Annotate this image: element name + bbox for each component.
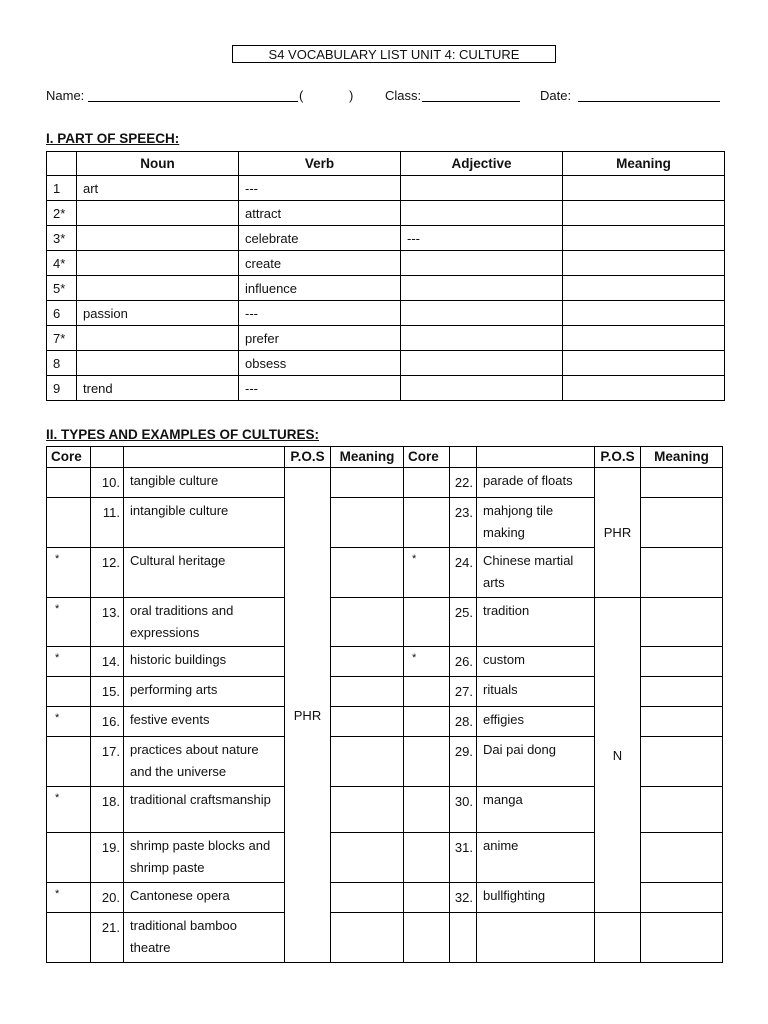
verb-cell: attract bbox=[239, 201, 401, 226]
meaning-cell[interactable] bbox=[563, 351, 725, 376]
table-row bbox=[47, 301, 725, 326]
paren-close: ) bbox=[349, 88, 354, 103]
term-number: 13. bbox=[91, 598, 124, 647]
table-row bbox=[47, 326, 725, 351]
term-number bbox=[450, 913, 477, 963]
core-mark bbox=[404, 883, 450, 913]
core-mark: * bbox=[47, 598, 91, 647]
term-cell: anime bbox=[477, 833, 595, 883]
core-mark bbox=[404, 833, 450, 883]
page-title: S4 VOCABULARY LIST UNIT 4: CULTURE bbox=[232, 45, 556, 63]
meaning-input-cell[interactable] bbox=[641, 468, 723, 498]
col-header-core-right: Core bbox=[404, 447, 450, 468]
term-number: 23. bbox=[450, 498, 477, 548]
core-mark bbox=[47, 737, 91, 787]
table-row bbox=[47, 251, 725, 276]
col-header-pos-left: P.O.S bbox=[285, 447, 331, 468]
term-number: 21. bbox=[91, 913, 124, 963]
term-cell: shrimp paste blocks and shrimp paste bbox=[124, 833, 285, 883]
term-number: 27. bbox=[450, 677, 477, 707]
term-number: 22. bbox=[450, 468, 477, 498]
core-mark bbox=[404, 468, 450, 498]
col-header-core-left: Core bbox=[47, 447, 91, 468]
culture-types-table bbox=[46, 446, 723, 963]
col-header-num bbox=[47, 152, 77, 176]
term-number: 17. bbox=[91, 737, 124, 787]
noun-cell[interactable] bbox=[77, 201, 239, 226]
meaning-input-cell[interactable] bbox=[641, 737, 723, 787]
core-mark: * bbox=[47, 548, 91, 598]
term-number: 31. bbox=[450, 833, 477, 883]
verb-cell: --- bbox=[239, 176, 401, 201]
row-number: 2* bbox=[47, 201, 77, 226]
core-mark: * bbox=[404, 548, 450, 598]
term-cell: Dai pai dong bbox=[477, 737, 595, 787]
meaning-input-cell[interactable] bbox=[641, 913, 723, 963]
core-mark bbox=[404, 498, 450, 548]
row-number: 6 bbox=[47, 301, 77, 326]
term-number: 32. bbox=[450, 883, 477, 913]
meaning-input-cell[interactable] bbox=[641, 548, 723, 598]
pos-cell: N bbox=[595, 598, 641, 913]
table-row bbox=[47, 376, 725, 401]
term-number: 26. bbox=[450, 647, 477, 677]
meaning-input-cell[interactable] bbox=[641, 647, 723, 677]
noun-cell: art bbox=[77, 176, 239, 201]
noun-cell: passion bbox=[77, 301, 239, 326]
term-cell: parade of floats bbox=[477, 468, 595, 498]
meaning-input-cell[interactable] bbox=[331, 737, 404, 787]
term-cell: practices about nature and the universe bbox=[124, 737, 285, 787]
term-cell: tradition bbox=[477, 598, 595, 647]
term-number: 12. bbox=[91, 548, 124, 598]
pos-cell: PHR bbox=[595, 468, 641, 598]
verb-cell: obsess bbox=[239, 351, 401, 376]
verb-cell: prefer bbox=[239, 326, 401, 351]
table-row bbox=[47, 913, 723, 963]
meaning-cell[interactable] bbox=[563, 176, 725, 201]
adjective-cell[interactable] bbox=[401, 276, 563, 301]
core-mark: * bbox=[404, 647, 450, 677]
term-number: 28. bbox=[450, 707, 477, 737]
core-mark bbox=[47, 498, 91, 548]
col-header-noun: Noun bbox=[77, 152, 239, 176]
adjective-cell[interactable] bbox=[401, 251, 563, 276]
term-cell: bullfighting bbox=[477, 883, 595, 913]
adjective-cell[interactable] bbox=[401, 351, 563, 376]
col-header-adjective: Adjective bbox=[401, 152, 563, 176]
meaning-cell[interactable] bbox=[563, 276, 725, 301]
term-cell: intangible culture bbox=[124, 498, 285, 548]
term-cell: festive events bbox=[124, 707, 285, 737]
row-number: 1 bbox=[47, 176, 77, 201]
term-number: 25. bbox=[450, 598, 477, 647]
meaning-input-cell[interactable] bbox=[331, 677, 404, 707]
col-header-meaning-left: Meaning bbox=[331, 447, 404, 468]
col-header-num-left bbox=[91, 447, 124, 468]
term-number: 24. bbox=[450, 548, 477, 598]
pos-cell bbox=[595, 913, 641, 963]
student-info-line bbox=[46, 88, 726, 106]
core-mark: * bbox=[47, 883, 91, 913]
verb-cell: --- bbox=[239, 376, 401, 401]
adjective-cell: --- bbox=[401, 226, 563, 251]
noun-cell[interactable] bbox=[77, 326, 239, 351]
section-1-title: I. PART OF SPEECH: bbox=[46, 131, 180, 146]
col-header-term-right bbox=[477, 447, 595, 468]
core-mark bbox=[47, 913, 91, 963]
term-cell: Chinese martial arts bbox=[477, 548, 595, 598]
col-header-num-right bbox=[450, 447, 477, 468]
term-cell: custom bbox=[477, 647, 595, 677]
term-number: 29. bbox=[450, 737, 477, 787]
meaning-cell[interactable] bbox=[563, 301, 725, 326]
term-cell: manga bbox=[477, 787, 595, 833]
term-cell: traditional craftsmanship bbox=[124, 787, 285, 833]
term-cell bbox=[477, 913, 595, 963]
meaning-cell[interactable] bbox=[563, 326, 725, 351]
noun-cell[interactable] bbox=[77, 226, 239, 251]
core-mark bbox=[47, 677, 91, 707]
meaning-input-cell[interactable] bbox=[641, 598, 723, 647]
term-cell: mahjong tile making bbox=[477, 498, 595, 548]
term-cell: rituals bbox=[477, 677, 595, 707]
verb-cell: celebrate bbox=[239, 226, 401, 251]
noun-cell[interactable] bbox=[77, 251, 239, 276]
meaning-cell[interactable] bbox=[563, 251, 725, 276]
meaning-input-cell[interactable] bbox=[641, 707, 723, 737]
name-label: Name: bbox=[46, 88, 85, 103]
paren-open: ( bbox=[299, 88, 304, 103]
term-cell: Cantonese opera bbox=[124, 883, 285, 913]
table-row bbox=[47, 226, 725, 251]
term-number: 16. bbox=[91, 707, 124, 737]
core-mark bbox=[47, 833, 91, 883]
term-cell: traditional bamboo theatre bbox=[124, 913, 285, 963]
table-row bbox=[47, 201, 725, 226]
table-row bbox=[47, 468, 723, 498]
meaning-cell[interactable] bbox=[563, 201, 725, 226]
meaning-input-cell[interactable] bbox=[331, 787, 404, 833]
core-mark bbox=[404, 707, 450, 737]
term-cell: tangible culture bbox=[124, 468, 285, 498]
meaning-input-cell[interactable] bbox=[331, 647, 404, 677]
noun-cell: trend bbox=[77, 376, 239, 401]
row-number: 9 bbox=[47, 376, 77, 401]
class-label: Class: bbox=[385, 88, 422, 103]
meaning-input-cell[interactable] bbox=[331, 883, 404, 913]
term-number: 20. bbox=[91, 883, 124, 913]
meaning-input-cell[interactable] bbox=[331, 498, 404, 548]
pos-cell: PHR bbox=[285, 468, 331, 963]
core-mark bbox=[404, 598, 450, 647]
date-label: Date: bbox=[540, 88, 572, 103]
verb-cell: create bbox=[239, 251, 401, 276]
adjective-cell[interactable] bbox=[401, 176, 563, 201]
core-mark bbox=[404, 677, 450, 707]
col-header-term-left bbox=[124, 447, 285, 468]
table-row bbox=[47, 598, 723, 647]
term-number: 14. bbox=[91, 647, 124, 677]
adjective-cell[interactable] bbox=[401, 301, 563, 326]
term-number: 10. bbox=[91, 468, 124, 498]
meaning-input-cell[interactable] bbox=[331, 913, 404, 963]
col-header-meaning: Meaning bbox=[563, 152, 725, 176]
core-mark bbox=[404, 913, 450, 963]
row-number: 5* bbox=[47, 276, 77, 301]
meaning-input-cell[interactable] bbox=[331, 548, 404, 598]
meaning-input-cell[interactable] bbox=[331, 833, 404, 883]
core-mark bbox=[47, 468, 91, 498]
term-cell: oral traditions and expressions bbox=[124, 598, 285, 647]
term-number: 11. bbox=[91, 498, 124, 548]
term-number: 30. bbox=[450, 787, 477, 833]
meaning-input-cell[interactable] bbox=[641, 498, 723, 548]
table-row bbox=[47, 351, 725, 376]
section-2-title: II. TYPES AND EXAMPLES OF CULTURES: bbox=[46, 427, 320, 442]
meaning-cell[interactable] bbox=[563, 226, 725, 251]
core-mark: * bbox=[47, 707, 91, 737]
core-mark bbox=[404, 737, 450, 787]
term-cell: Cultural heritage bbox=[124, 548, 285, 598]
table-row bbox=[47, 276, 725, 301]
meaning-input-cell[interactable] bbox=[641, 883, 723, 913]
verb-cell: --- bbox=[239, 301, 401, 326]
row-number: 7* bbox=[47, 326, 77, 351]
row-number: 3* bbox=[47, 226, 77, 251]
meaning-input-cell[interactable] bbox=[331, 468, 404, 498]
col-header-verb: Verb bbox=[239, 152, 401, 176]
core-mark bbox=[404, 787, 450, 833]
part-of-speech-table bbox=[46, 151, 725, 401]
term-cell: effigies bbox=[477, 707, 595, 737]
term-number: 18. bbox=[91, 787, 124, 833]
col-header-meaning-right: Meaning bbox=[641, 447, 723, 468]
core-mark: * bbox=[47, 647, 91, 677]
meaning-input-cell[interactable] bbox=[331, 598, 404, 647]
meaning-input-cell[interactable] bbox=[641, 677, 723, 707]
adjective-cell[interactable] bbox=[401, 201, 563, 226]
term-number: 19. bbox=[91, 833, 124, 883]
adjective-cell[interactable] bbox=[401, 376, 563, 401]
meaning-cell[interactable] bbox=[563, 376, 725, 401]
verb-cell: influence bbox=[239, 276, 401, 301]
col-header-pos-right: P.O.S bbox=[595, 447, 641, 468]
adjective-cell[interactable] bbox=[401, 326, 563, 351]
row-number: 8 bbox=[47, 351, 77, 376]
noun-cell[interactable] bbox=[77, 276, 239, 301]
term-number: 15. bbox=[91, 677, 124, 707]
meaning-input-cell[interactable] bbox=[641, 787, 723, 833]
term-cell: performing arts bbox=[124, 677, 285, 707]
noun-cell[interactable] bbox=[77, 351, 239, 376]
meaning-input-cell[interactable] bbox=[641, 833, 723, 883]
meaning-input-cell[interactable] bbox=[331, 707, 404, 737]
term-cell: historic buildings bbox=[124, 647, 285, 677]
table-row bbox=[47, 176, 725, 201]
row-number: 4* bbox=[47, 251, 77, 276]
core-mark: * bbox=[47, 787, 91, 833]
